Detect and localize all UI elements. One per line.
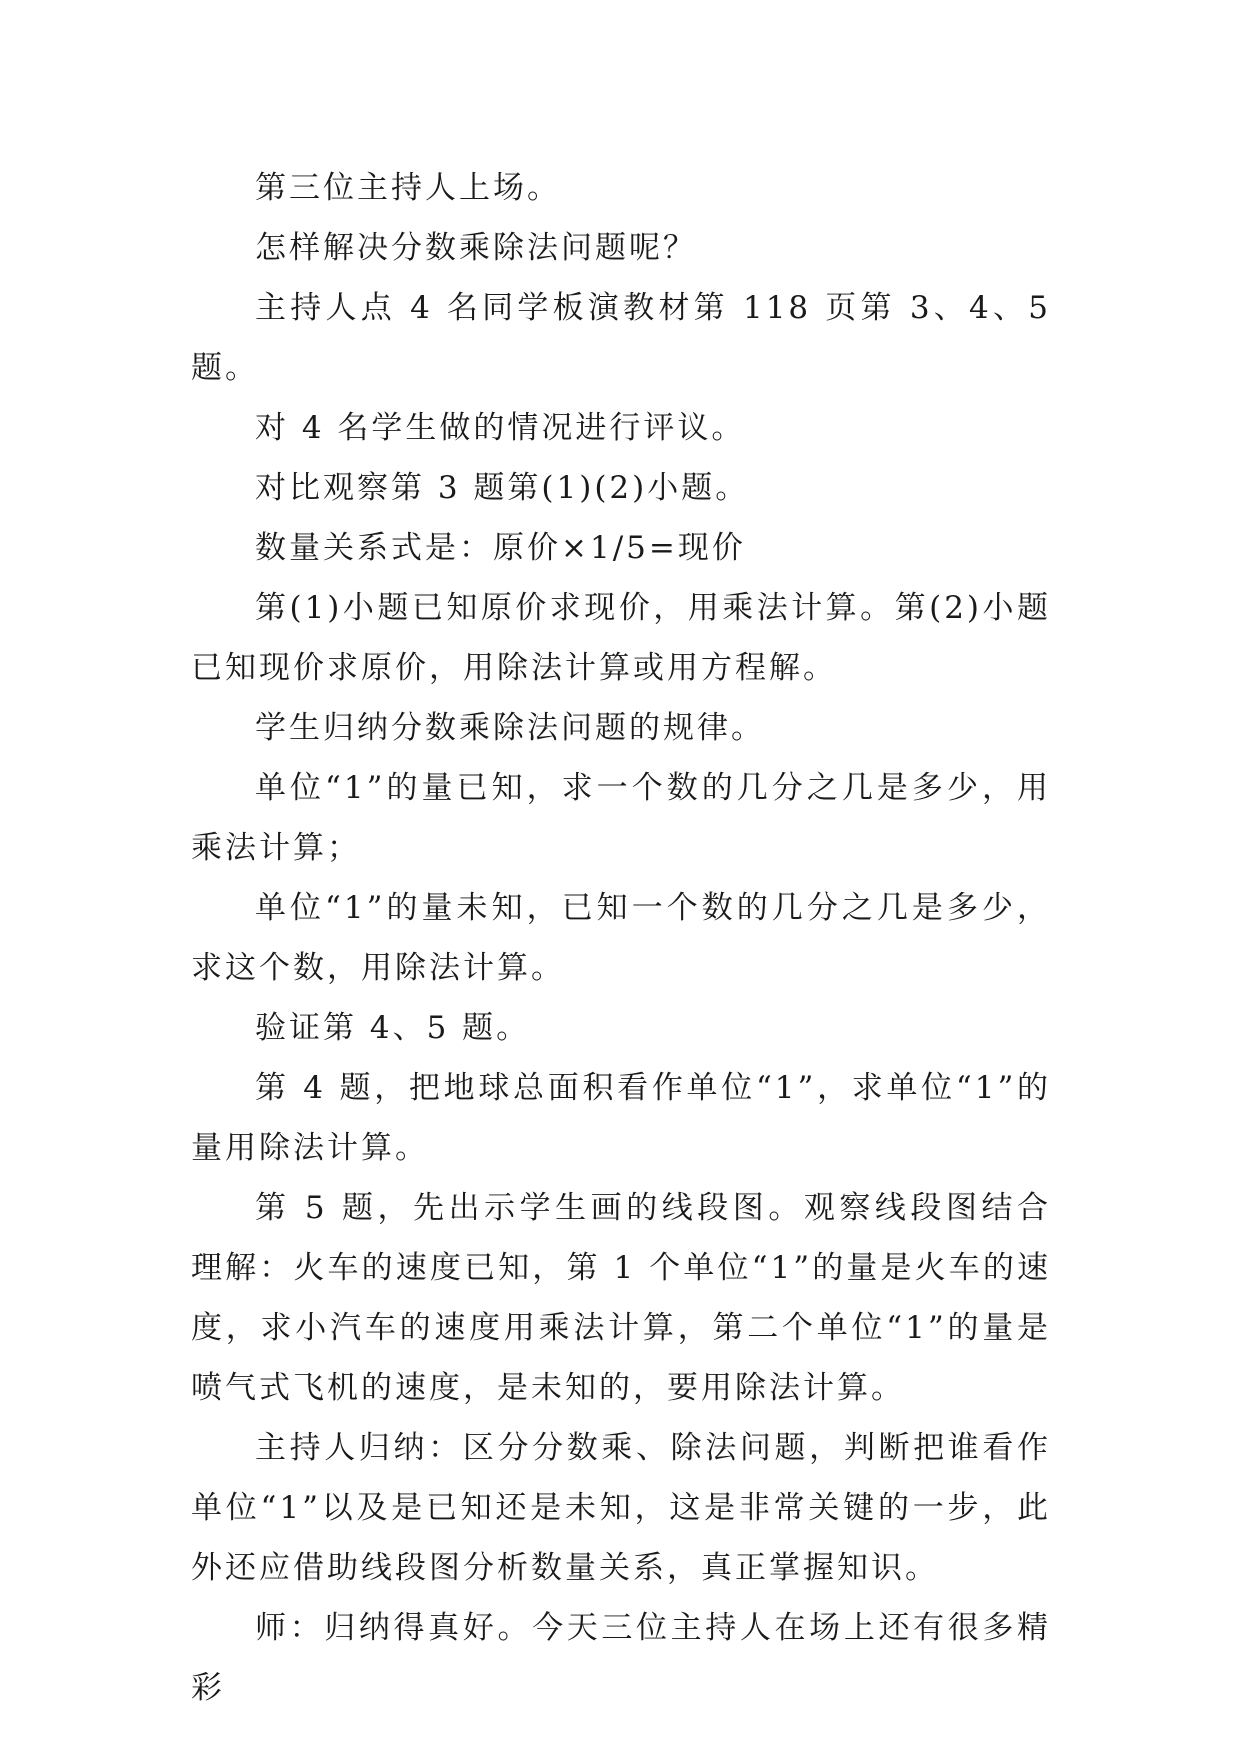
paragraph: 对 4 名学生做的情况进行评议。 (255, 410, 746, 446)
paragraph: 主持人点 4 名同学板演教材第 118 页第 3、4、5 题。 (191, 290, 1051, 386)
paragraph: 第 5 题，先出示学生画的线段图。观察线段图结合理解：火车的速度已知，第 1 个单位“1”的量是火车的速度，求小汽车的速度用乘法计算，第二个单位“1”的量是喷气式飞机的速度，是未知的，要用除法计算。 (191, 1190, 1051, 1406)
paragraph: 单位“1”的量未知，已知一个数的几分之几是多少，求这个数，用除法计算。 (191, 890, 1051, 986)
paragraph: 怎样解决分数乘除法问题呢？ (255, 230, 697, 266)
paragraph: 第(1)小题已知原价求现价，用乘法计算。第(2)小题已知现价求原价，用除法计算或用方程解。 (191, 590, 1051, 686)
paragraph: 验证第 4、5 题。 (255, 1010, 531, 1046)
paragraph: 师：归纳得真好。今天三位主持人在场上还有很多精彩 (191, 1610, 1051, 1706)
paragraph: 第三位主持人上场。 (255, 170, 561, 206)
paragraph: 对比观察第 3 题第(1)(2)小题。 (255, 470, 750, 506)
paragraph: 数量关系式是：原价×1/5=现价 (255, 530, 746, 566)
document-body (191, 158, 1051, 1718)
paragraph: 第 4 题，把地球总面积看作单位“1”，求单位“1”的量用除法计算。 (191, 1070, 1051, 1166)
paragraph: 学生归纳分数乘除法问题的规律。 (255, 710, 765, 746)
paragraph: 主持人归纳：区分分数乘、除法问题，判断把谁看作单位“1”以及是已知还是未知，这是非常关键的一步，此外还应借助线段图分析数量关系，真正掌握知识。 (191, 1430, 1051, 1586)
paragraph: 单位“1”的量已知，求一个数的几分之几是多少，用乘法计算； (191, 770, 1051, 866)
